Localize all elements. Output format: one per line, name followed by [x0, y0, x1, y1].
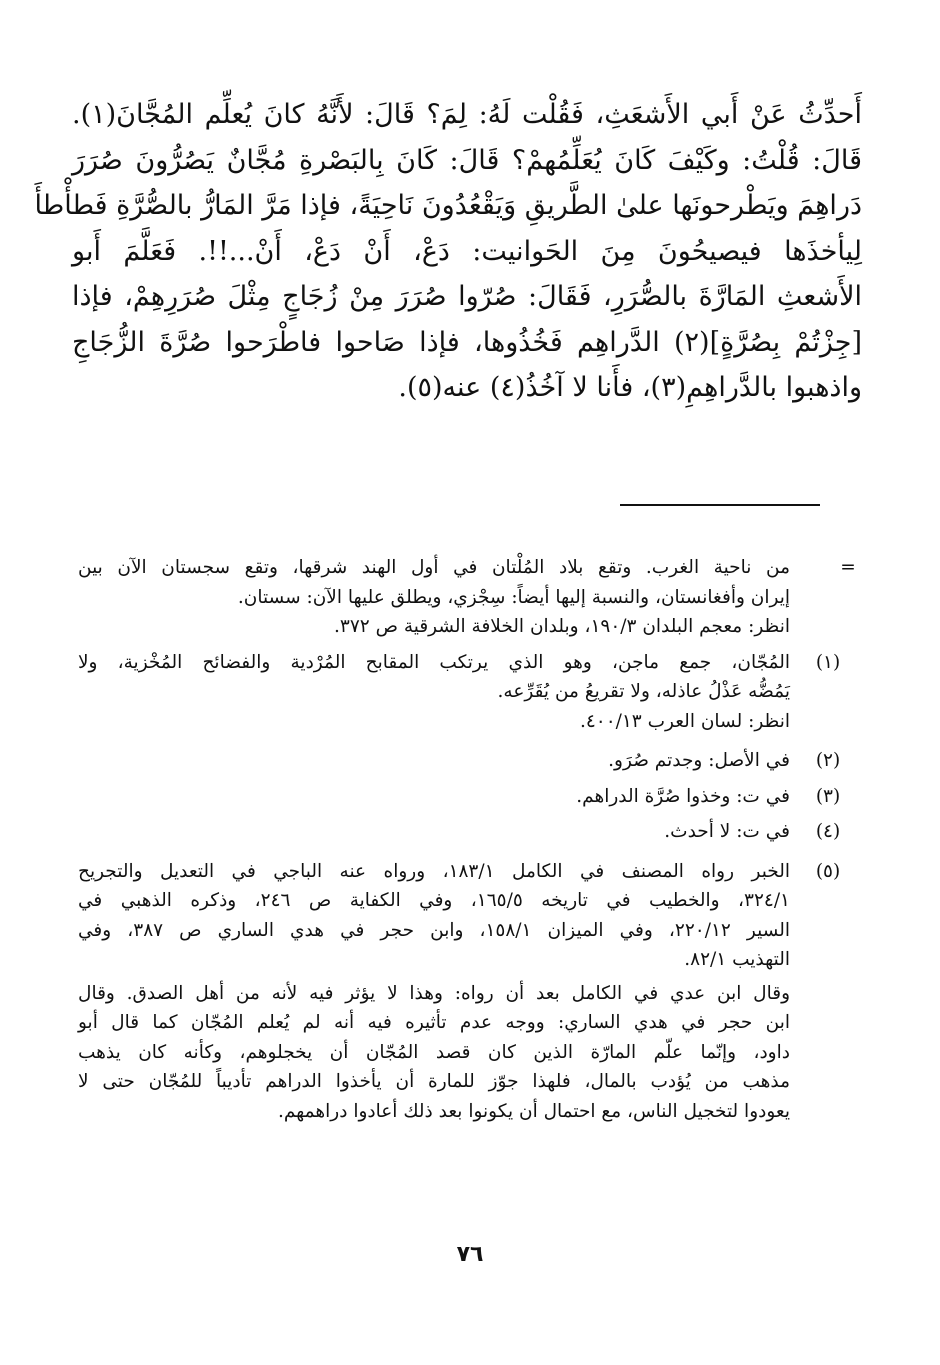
footnote-line: مذهب من يُؤدب بالمال، فلهذا جوّز للمارة أن يأخذوا الدراهم تأديباً للمُجّان حتى لا: [78, 1071, 790, 1092]
footnote-line: يَمُضُّه عَذْلُ عاذله، ولا تقريعُ من يُقَرِّعه.: [497, 681, 790, 702]
footnote-line: في ت: لا أحدث.: [664, 821, 790, 842]
footnote-line: المُجّان، جمع ماجن، وهو الذي يرتكب المقابح المُرْدية والفضائح المُخْزية، ولا: [78, 651, 790, 673]
main-text-line: واذهبوا بالدَّراهِمِ(٣)، فأَنا لا آخُذُ(٤) عنه(٥).: [398, 372, 862, 403]
footnote-1: [78, 648, 848, 737]
footnote-3: [78, 782, 848, 812]
footnote-line: التهذيب ٨٢/١.: [684, 949, 790, 970]
footnote-line: ابن حجر في هدي الساري: ووجه عدم تأثيره فيه أنه لم يُعلم المُجّان كما قال أبو: [78, 1012, 790, 1033]
footnote-line: في الأصل: وجدتم صُرَو.: [608, 750, 790, 771]
main-text-line: لِيأخذَها فيصيحُونَ مِنَ الحَوانيت: دَعْ، أَنْ دَعْ، أَنْ...!!. فَعَلَّمَ أَبو: [72, 235, 862, 267]
footnote-2: [78, 746, 848, 776]
main-text-line: دَراهِمَ ويَطْرحونَها علىٰ الطَّريقِ وَيَقْعُدُونَ نَاحِيَةً، فإذا مَرَّ المَارُّ بالصُّرَّةِ فَطأْطأَ: [34, 190, 862, 221]
footnote-line: ٣٢٤/١، والخطيب في تاريخه ١٦٥/٥، وفي الكفاية ص ٢٤٦، وذكره الذهبي في: [78, 890, 790, 911]
continuation-marker: =: [840, 557, 856, 578]
main-text-line: الأَشعثِ المَارَّةَ بالصُّرَرِ، فَقَالَ: صُرّوا صُرَرَ مِنْ زُجَاجٍ مِثْلَ صُرَرِهِمْ، فإذا: [72, 281, 862, 312]
footnote-divider: [620, 504, 820, 506]
footnote-number: (١): [815, 651, 841, 673]
footnote-line: من ناحية الغرب. وتقع بلاد المُلْتان في أول الهند شرقها، وتقع سجستان الآن بين: [78, 557, 790, 578]
footnote-4: [78, 817, 848, 847]
footnote-number: (٤): [815, 821, 841, 842]
main-text-line: [جِزْتُمْ بِصُرَّةٍ](٢) الدَّراهِم فَخُذُوها، فإذا صَاحوا فاطْرَحوا صُرَّةَ الزُّجَاجِ: [72, 326, 862, 358]
main-text-line: قَالَ: قُلْتُ: وكَيْفَ كَانَ يُعَلِّمُهمْ؟ قَالَ: كَانَ بِالبَصْرةِ مُجَّانٌ يَصُرُّونَ صُرَرَ: [72, 144, 862, 176]
footnote-5: [78, 857, 848, 975]
footnotes: [78, 553, 856, 1126]
footnote-number: (٣): [815, 785, 841, 807]
footnote-line: السير ٢٢٠/١٢، وفي الميزان ١٥٨/١، وابن حجر في هدي الساري ص ٣٨٧، وفي: [78, 919, 790, 941]
footnote-line: انظر: لسان العرب ٤٠٠/١٣.: [579, 710, 790, 732]
footnote-line: داود، وإنّما علّم المارّة الذين كان قصد المُجّان أن يخجلوهم، وكأنه كان يذهب: [78, 1041, 790, 1063]
page-number: ٧٦: [456, 1242, 484, 1267]
footnote-5-commentary: [78, 979, 848, 1127]
main-text: [34, 92, 862, 411]
footnote-line: في ت: وخذوا صُرَّة الدراهم.: [576, 785, 790, 807]
footnote-line: وقال ابن عدي في الكامل بعد أن رواه: وهذا لا يؤثر فيه لأنه من أهل الصدق. وقال: [78, 982, 790, 1004]
footnote-line: الخبر رواه المصنف في الكامل ١٨٣/١، ورواه عنه الباجي في التعديل والتجريح: [78, 860, 790, 882]
footnote-line: يعودوا لتخجيل الناس، مع احتمال أن يكونوا بعد ذلك أعادوا دراهمهم.: [277, 1100, 790, 1122]
footnote-number: (٥): [815, 860, 841, 882]
footnote-line: إيران وأفغانستان، والنسبة إليها أيضاً: سِجْزي، ويطلق عليها الآن: سستان.: [237, 586, 790, 608]
footnote-number: (٢): [815, 750, 841, 771]
footnote-line: انظر: معجم البلدان ١٩٠/٣، وبلدان الخلافة الشرقية ص ٣٧٢.: [334, 616, 790, 637]
main-text-line: أَحدِّثُ عَنْ أَبي الأَشعَثِ، فَقُلْت لَهُ: لِمَ؟ قَالَ: لأَنَّهُ كانَ يُعلِّم المُجَّانَ(١).: [72, 99, 862, 130]
footnote-continuation: [78, 553, 856, 642]
